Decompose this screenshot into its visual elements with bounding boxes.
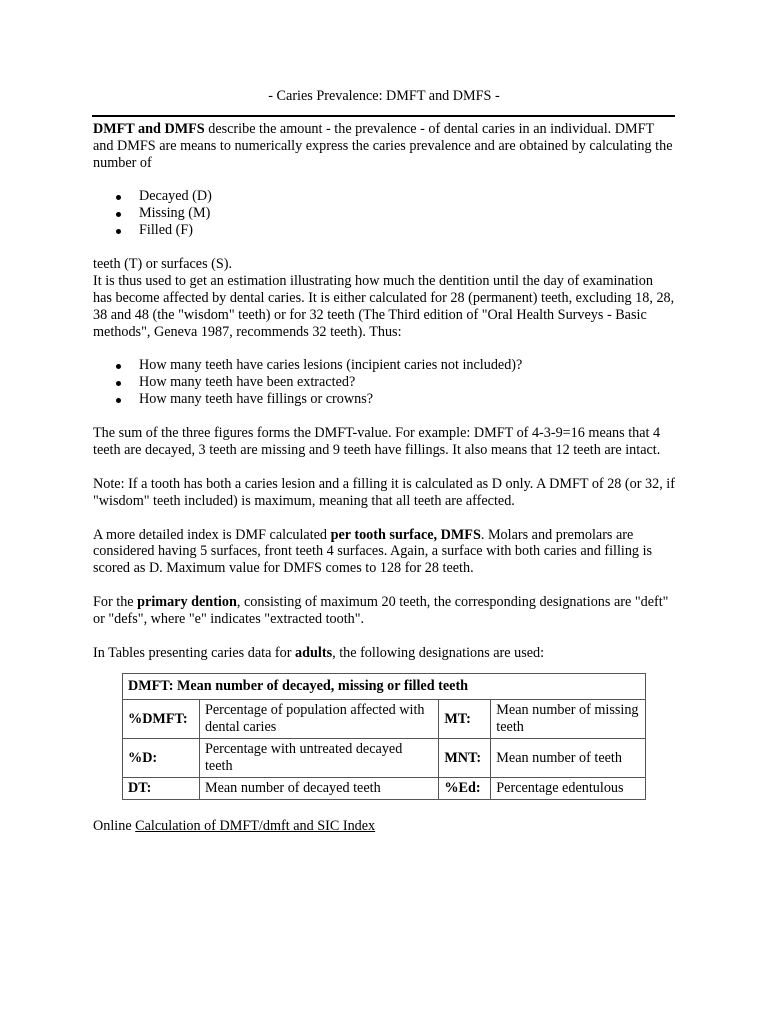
document-body	[93, 121, 675, 835]
dmft-sum-paragraph: The sum of the three figures forms the DMFT-value. For example: DMFT of 4-3-9=16 means that 4 teeth are decayed, 3 teeth are missing and 9 teeth have fillings. It also means that 12 teeth are intact.	[93, 425, 661, 459]
table-header: DMFT: Mean number of decayed, missing or filled teeth	[123, 674, 646, 700]
questions-list	[93, 357, 675, 408]
table-cell: Mean number of teeth	[491, 739, 646, 778]
dmfs-bold: per tooth surface, DMFS	[330, 526, 481, 543]
table-key: MNT:	[439, 739, 491, 778]
adults-text-pre: In Tables presenting caries data for	[93, 644, 296, 661]
designations-table	[122, 673, 646, 800]
list-item: Filled (F)	[93, 222, 675, 239]
adults-text-post: , the following designations are used:	[332, 644, 545, 661]
title-divider	[92, 115, 675, 117]
list-item: Missing (M)	[93, 205, 675, 222]
table-cell: Mean number of decayed teeth	[199, 778, 438, 800]
page-title: - Caries Prevalence: DMFT and DMFS -	[268, 88, 500, 104]
table-cell: Percentage with untreated decayed teeth	[199, 739, 438, 778]
intro-text: describe the amount - the prevalence - of dental caries in an individual. DMFT and DMFS are means to numerically express the caries prevalence and are obtained by calculating the number of	[93, 121, 673, 171]
dmfs-text-pre: A more detailed index is DMF calculated	[93, 526, 331, 543]
table-key: %Ed:	[439, 778, 491, 800]
dmft-calculation-link[interactable]: Calculation of DMFT/dmft and SIC Index	[135, 818, 376, 835]
intro-bold: DMFT and DMFS	[93, 121, 205, 137]
table-header-row	[123, 674, 646, 700]
dmfs-text-post: . Molars and premolars are considered having 5 surfaces, front teeth 4 surfaces. Again, a surface with both caries and filling is scored as D. Maximum value for DMFS comes to 128 for 28 teeth.	[93, 526, 653, 577]
primary-bold: primary dention	[137, 593, 237, 610]
primary-text-post: , consisting of maximum 20 teeth, the corresponding designations are "deft" or "defs", where "e" indicates "extracted tooth".	[93, 593, 669, 627]
table-key: %DMFT:	[123, 700, 200, 739]
table-row	[123, 739, 646, 778]
list-item: How many teeth have fillings or crowns?	[93, 391, 675, 408]
dmfs-paragraph	[93, 527, 675, 577]
table-row	[123, 778, 646, 800]
teeth-surfaces-line: teeth (T) or surfaces (S).	[93, 256, 233, 273]
table-cell: Mean number of missing teeth	[491, 700, 646, 739]
table-row	[123, 700, 646, 739]
table-cell: Percentage of population affected with dental caries	[199, 700, 438, 739]
table-cell: Percentage edentulous	[491, 778, 646, 800]
online-footer	[93, 818, 675, 835]
estimation-paragraph: It is thus used to get an estimation illustrating how much the dentition until the day of examination has become affected by dental caries. It is either calculated for 28 (permanent) teeth, excluding 18, 28, 38 and 48 (the "wisdom" teeth) or for 32 teeth (The Third edition of "Oral Health Surveys - Basic methods", Geneva 1987, recommends 32 teeth). Thus:	[93, 273, 675, 340]
list-item: How many teeth have caries lesions (incipient caries not included)?	[93, 357, 675, 374]
table-key: DT:	[123, 778, 200, 800]
adults-bold: adults	[295, 644, 333, 661]
intro-paragraph	[93, 121, 675, 171]
dmf-component-list	[93, 188, 675, 239]
footer-text: Online	[93, 818, 136, 835]
adults-paragraph	[93, 645, 675, 662]
table-key: %D:	[123, 739, 200, 778]
primary-text-pre: For the	[93, 593, 138, 610]
primary-dention-paragraph	[93, 594, 675, 628]
list-item: How many teeth have been extracted?	[93, 374, 675, 391]
note-paragraph: Note: If a tooth has both a caries lesion and a filling it is calculated as D only. A DMFT of 28 (or 32, if "wisdom" teeth included) is maximum, meaning that all teeth are affected.	[93, 475, 675, 509]
table-key: MT:	[439, 700, 491, 739]
list-item: Decayed (D)	[93, 188, 675, 205]
